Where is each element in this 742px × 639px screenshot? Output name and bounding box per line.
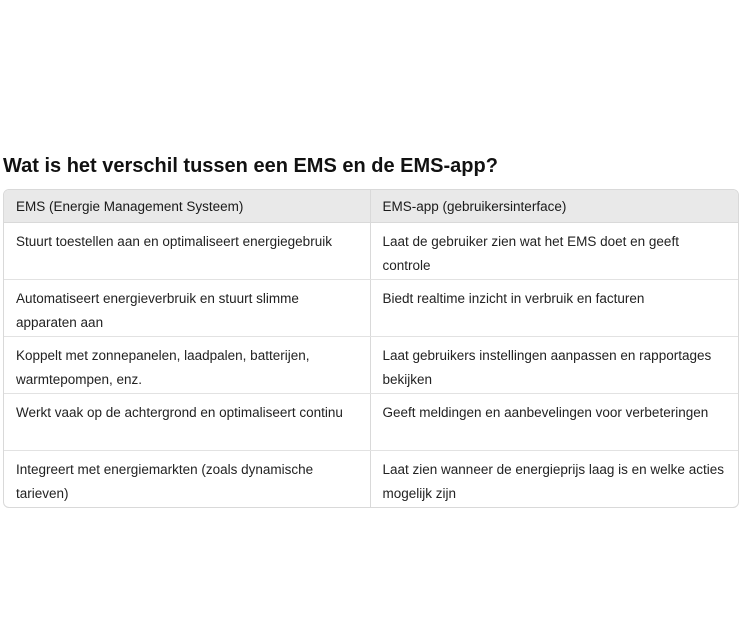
table-cell-ems-app: Geeft meldingen en aanbevelingen voor verbeteringen (370, 394, 738, 451)
table-cell-ems-app: Laat zien wanneer de energieprijs laag is en welke acties mogelijk zijn (382, 462, 724, 501)
comparison-table-grid (4, 190, 738, 507)
table-cell-ems: Stuurt toestellen aan en optimaliseert energiegebruik (4, 223, 370, 280)
table-cell-ems-app: Laat de gebruiker zien wat het EMS doet en geeft controle (370, 223, 738, 280)
table-cell-ems-app: Biedt realtime inzicht in verbruik en facturen (370, 280, 738, 337)
page-title: Wat is het verschil tussen een EMS en de EMS-app? (3, 155, 498, 177)
table-cell-ems: Automatiseert energieverbruik en stuurt slimme apparaten aan (4, 280, 370, 337)
table-row (4, 451, 738, 508)
table-cell-ems: Integreert met energiemarkten (zoals dynamische tarieven) (4, 451, 370, 508)
comparison-table (3, 189, 739, 508)
table-header-row (4, 190, 738, 223)
table-cell-ems: Werkt vaak op de achtergrond en optimaliseert continu (4, 394, 370, 451)
table-row (4, 223, 738, 280)
table-row (4, 394, 738, 451)
column-header-ems-app: EMS-app (gebruikersinterface) (370, 190, 738, 223)
table-row (4, 337, 738, 394)
column-header-ems: EMS (Energie Management Systeem) (4, 190, 370, 223)
table-cell-ems: Koppelt met zonnepanelen, laadpalen, batterijen, warmtepompen, enz. (4, 337, 370, 394)
table-cell-ems-app: Laat gebruikers instellingen aanpassen en rapportages bekijken (370, 337, 738, 394)
table-row (4, 280, 738, 337)
